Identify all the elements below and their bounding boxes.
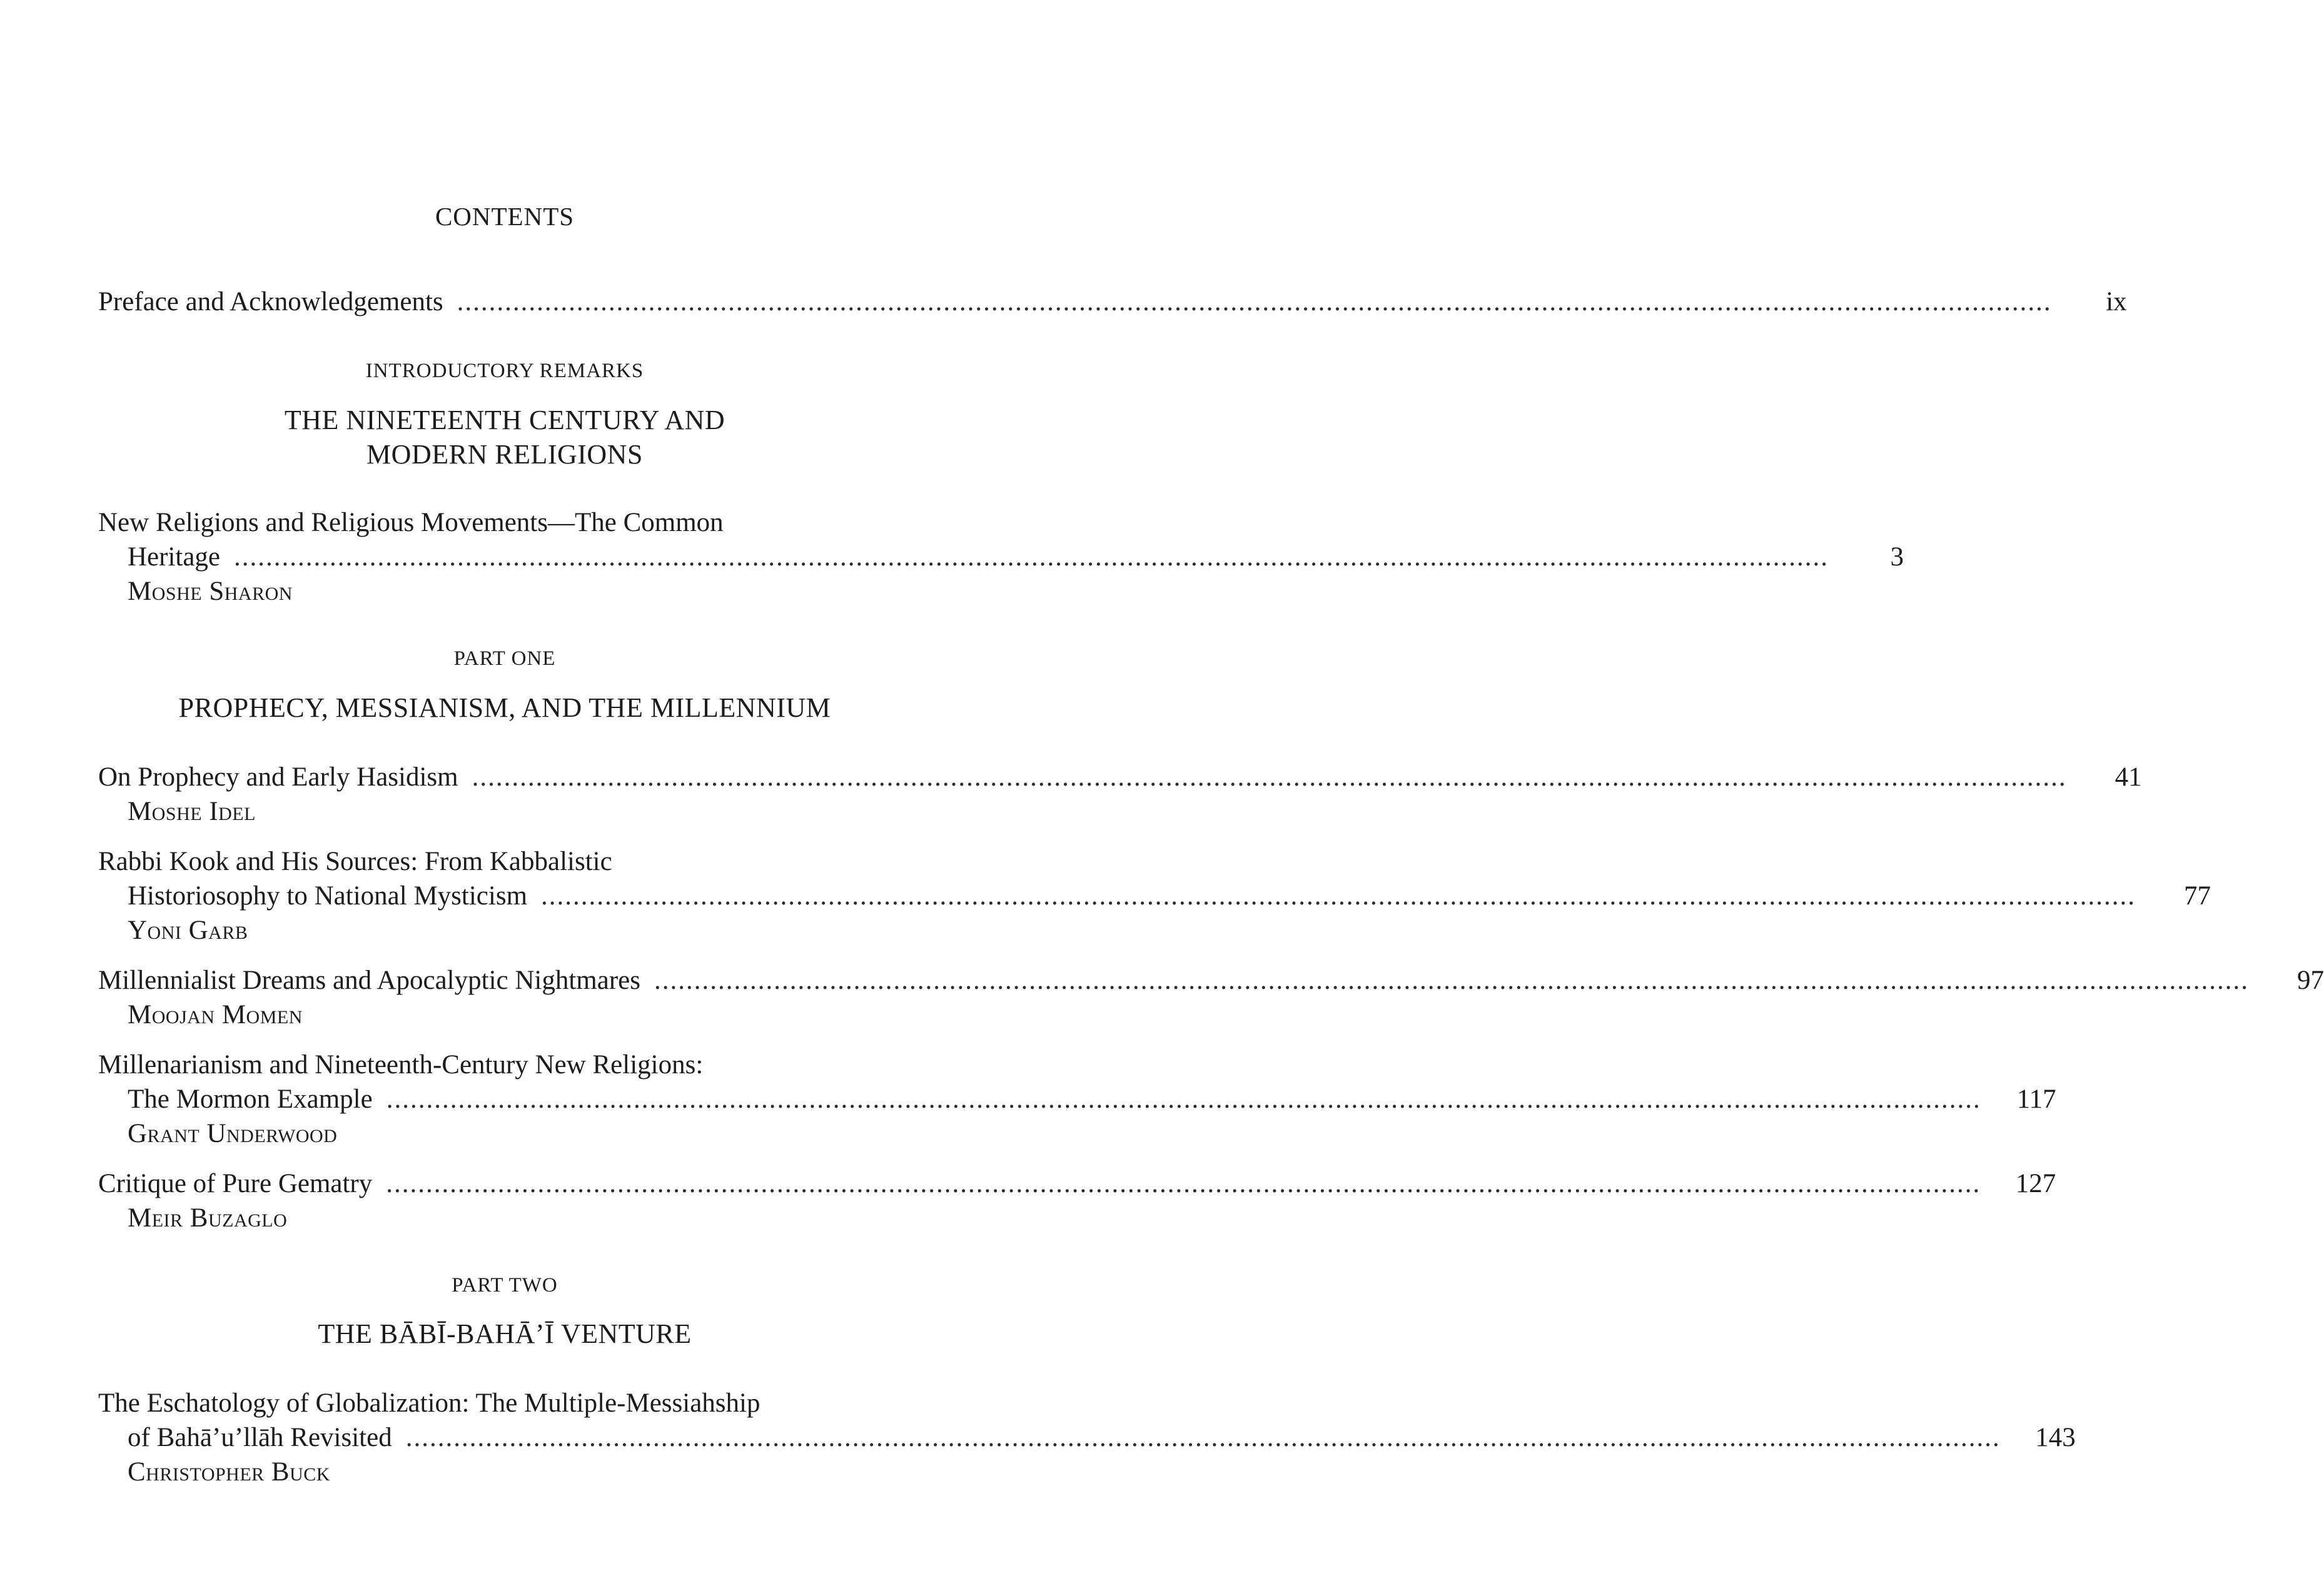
dot-leader: ........................................................................................................................................................................................................	[405, 1423, 2001, 1452]
entry-title: New Religions and Religious Movements—The Common	[98, 508, 724, 537]
entry-title: Millenarianism and Nineteenth-Century New Religions:	[98, 1050, 704, 1080]
entry-title: The Eschatology of Globalization: The Multiple-Messiahship	[98, 1388, 760, 1418]
dot-leader: ........................................................................................................................................................................................................	[386, 1085, 1981, 1114]
dot-leader: ........................................................................................................................................................................................................	[457, 287, 2052, 316]
toc-entry	[98, 1166, 2056, 1235]
entry-title: On Prophecy and Early Hasidism	[98, 762, 458, 792]
entry-author: Moshe Sharon	[128, 577, 293, 606]
entry-author: Grant Underwood	[128, 1119, 338, 1148]
entry-title-cont: Heritage	[128, 542, 221, 572]
entry-title: Millennialist Dreams and Apocalyptic Nightmares	[98, 966, 640, 995]
entry-author: Yoni Garb	[128, 916, 248, 945]
section-title-intro	[98, 403, 911, 472]
entry-title-cont: Historiosophy to National Mysticism	[128, 881, 528, 911]
entry-author: Moojan Momen	[128, 1000, 303, 1029]
section-title-line: THE NINETEENTH CENTURY AND	[284, 405, 725, 435]
page-number: 77	[2184, 881, 2211, 911]
dot-leader: ........................................................................................................................................................................................................	[234, 542, 1829, 572]
entry-author: Meir Buzaglo	[128, 1203, 288, 1233]
entry-author: Moshe Idel	[128, 797, 256, 826]
dot-leader: ........................................................................................................................................................................................................	[541, 881, 2136, 911]
toc-entry	[98, 1386, 2076, 1489]
entry-title-cont: of Bahā’u’llāh Revisited	[128, 1423, 392, 1452]
section-label-intro: INTRODUCTORY REMARKS	[365, 360, 644, 382]
page-number: 97	[2296, 966, 2324, 995]
page-number: 143	[2035, 1423, 2076, 1452]
entry-title: Preface and Acknowledgements	[98, 287, 443, 316]
page-title: CONTENTS	[435, 202, 575, 231]
entry-title-cont: The Mormon Example	[128, 1085, 373, 1114]
entry-author: Christopher Buck	[128, 1457, 330, 1487]
page-number: 117	[2016, 1085, 2056, 1114]
entry-title: Critique of Pure Gematry	[98, 1169, 373, 1198]
page-number: 127	[2015, 1169, 2056, 1198]
section-title-line: MODERN RELIGIONS	[366, 439, 643, 470]
toc-entry	[98, 844, 2211, 948]
section-title-part-one: PROPHECY, MESSIANISM, AND THE MILLENNIUM	[178, 692, 831, 723]
entry-title: Rabbi Kook and His Sources: From Kabbalistic	[98, 847, 612, 876]
toc-entry	[98, 1048, 2056, 1151]
toc-entry	[98, 760, 2142, 829]
page-number: ix	[2106, 287, 2127, 316]
page-number: 3	[1890, 542, 1904, 572]
section-title-part-two: THE BĀBĪ-BAHĀ’Ī VENTURE	[318, 1318, 692, 1349]
toc-entry-intro	[98, 505, 1904, 609]
dot-leader: ........................................................................................................................................................................................................	[386, 1169, 1981, 1198]
dot-leader: ........................................................................................................................................................................................................	[472, 762, 2067, 792]
toc-entry	[98, 963, 2324, 1032]
section-label-part-one: PART ONE	[453, 647, 556, 670]
section-label-part-two: PART TWO	[452, 1274, 558, 1297]
dot-leader: ........................................................................................................................................................................................................	[654, 966, 2249, 995]
toc-entry-preface	[98, 285, 2127, 319]
page-number: 41	[2114, 762, 2142, 792]
